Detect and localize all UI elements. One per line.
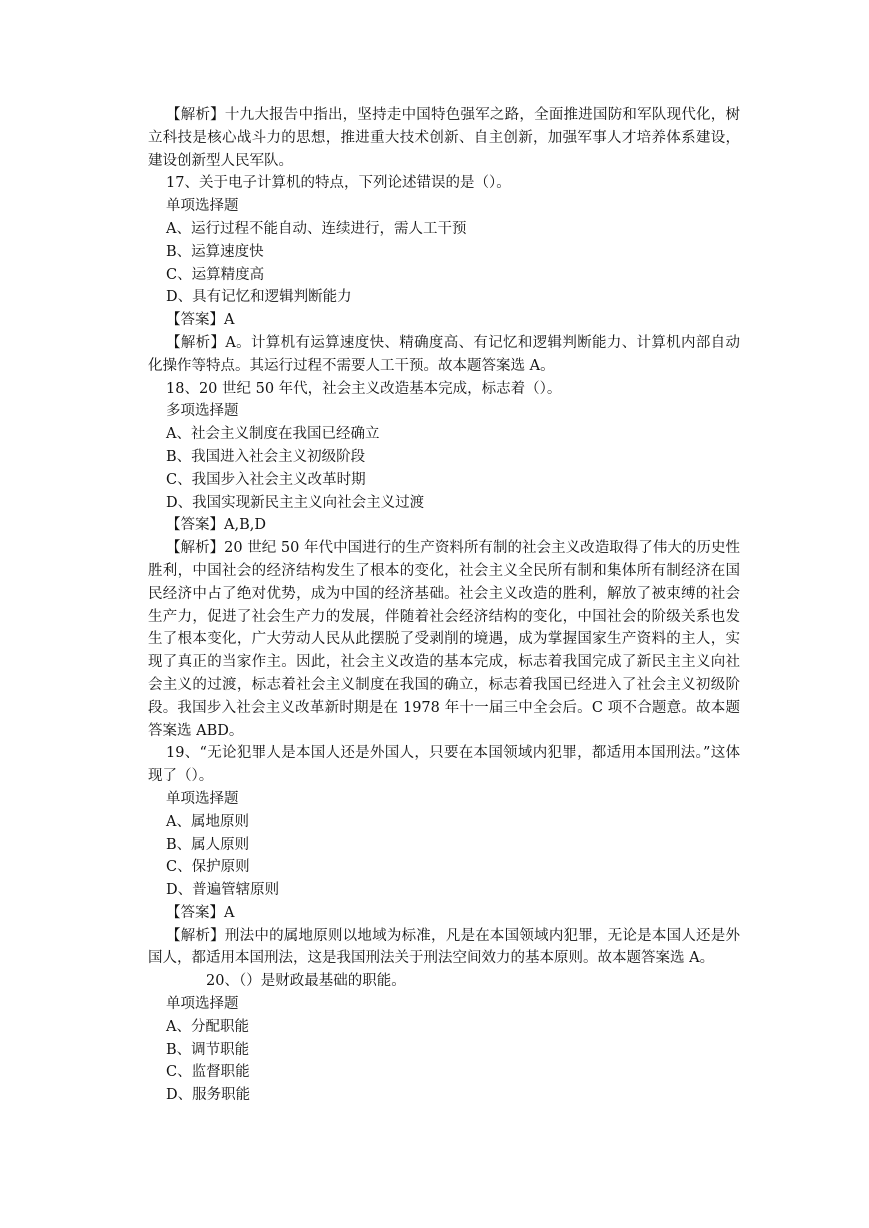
question-17-answer: 【答案】A xyxy=(166,312,235,329)
question-20-option-d: D、服务职能 xyxy=(166,1087,251,1104)
question-17-option-c: C、运算精度高 xyxy=(166,266,265,283)
question-17-option-a: A、运行过程不能自动、连续进行，需人工干预 xyxy=(166,220,467,237)
question-18-stem: 18、20 世纪 50 年代，社会主义改造基本完成，标志着（）。 xyxy=(166,380,562,397)
question-19-type: 单项选择题 xyxy=(166,790,239,807)
question-19-option-d: D、普遍管辖原则 xyxy=(166,882,280,899)
question-17-type: 单项选择题 xyxy=(166,198,239,215)
question-19-answer: 【答案】A xyxy=(166,904,235,921)
question-20-type: 单项选择题 xyxy=(166,996,239,1013)
question-19-option-c: C、保护原则 xyxy=(166,859,250,876)
question-19-stem: 19、“无论犯罪人是本国人还是外国人，只要在本国领域内犯罪，都适用本国刑法。”这体现了（）。 xyxy=(148,745,740,785)
question-17-analysis: 【解析】A。计算机有运算速度快、精确度高、有记忆和逻辑判断能力、计算机内部自动化操作等特点。其运行过程不需要人工干预。故本题答案选 A。 xyxy=(148,334,740,374)
intro-analysis: 【解析】十九大报告中指出，坚持走中国特色强军之路，全面推进国防和军队现代化，树立科技是核心战斗力的思想，推进重大技术创新、自主创新，加强军事人才培养体系建设，建设创新型人民军队。 xyxy=(148,107,740,169)
question-20-option-b: B、调节职能 xyxy=(166,1041,250,1058)
question-18-option-a: A、社会主义制度在我国已经确立 xyxy=(166,426,380,443)
question-17-option-b: B、运算速度快 xyxy=(166,243,264,260)
question-17-option-d: D、具有记忆和逻辑判断能力 xyxy=(166,289,352,306)
question-18-answer: 【答案】A,B,D xyxy=(166,517,266,534)
question-18-option-d: D、我国实现新民主主义向社会主义过渡 xyxy=(166,494,425,511)
question-20-stem: 20、（）是财政最基础的职能。 xyxy=(206,973,406,990)
document-body xyxy=(148,104,740,1107)
question-19-option-a: A、属地原则 xyxy=(166,813,249,830)
question-19-option-b: B、属人原则 xyxy=(166,836,250,853)
question-18-analysis: 【解析】20 世纪 50 年代中国进行的生产资料所有制的社会主义改造取得了伟大的历史性胜利，中国社会的经济结构发生了根本的变化，社会主义全民所有制和集体所有制经济在国民经济中占了绝对优势，成为中国的经济基础。社会主义改造的胜利，解放了被束缚的社会生产力，促进了社会生产力的发展，伴随着社会经济结构的变化，中国社会的阶级关系也发生了根本变化，广大劳动人民从此摆脱了受剥削的境遇，成为掌握国家生产资料的主人，实现了真正的当家作主。因此，社会主义改造的基本完成，标志着我国完成了新民主主义向社会主义的过渡，标志着社会主义制度在我国的确立，标志着我国已经进入了社会主义初级阶段。我国步入社会主义改革新时期是在 1978 年十一届三中全会后。C 项不合题意。故本题答案选 ABD。 xyxy=(148,540,740,739)
question-18-option-b: B、我国进入社会主义初级阶段 xyxy=(166,448,366,465)
question-20-option-a: A、分配职能 xyxy=(166,1018,249,1035)
question-17-stem: 17、关于电子计算机的特点，下列论述错误的是（）。 xyxy=(166,175,511,192)
question-18-option-c: C、我国步入社会主义改革时期 xyxy=(166,471,366,488)
question-20-option-c: C、监督职能 xyxy=(166,1064,250,1081)
question-19-analysis: 【解析】刑法中的属地原则以地域为标准，凡是在本国领域内犯罪，无论是本国人还是外国人，都适用本国刑法，这是我国刑法关于刑法空间效力的基本原则。故本题答案选 A。 xyxy=(148,927,740,967)
question-18-type: 多项选择题 xyxy=(166,403,239,420)
